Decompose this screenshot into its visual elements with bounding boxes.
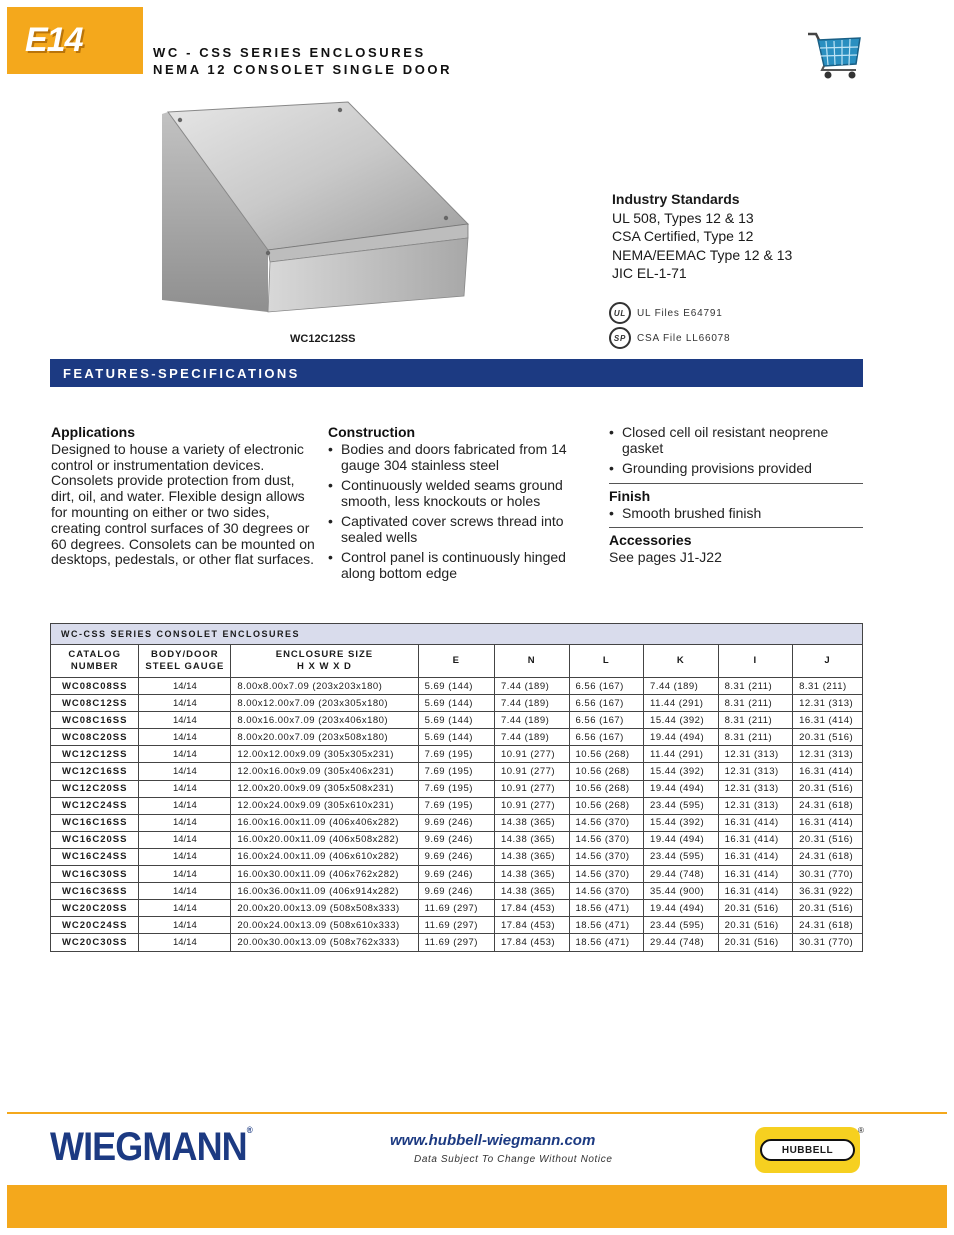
table-cell: 20.00x30.00x13.09 (508x762x333) — [231, 934, 418, 951]
table-cell: 20.31 (516) — [793, 900, 863, 917]
table-cell: 7.69 (195) — [418, 797, 494, 814]
table-cell: 14/14 — [139, 814, 231, 831]
column-header: N — [494, 645, 569, 678]
table-cell: WC16C36SS — [51, 883, 139, 900]
wiegmann-logo: WIEGMANN® — [50, 1125, 252, 1169]
features-banner — [50, 359, 863, 387]
table-cell: 16.00x36.00x11.09 (406x914x282) — [231, 883, 418, 900]
table-cell: 12.31 (313) — [793, 746, 863, 763]
table-cell: WC12C24SS — [51, 797, 139, 814]
table-row — [51, 900, 863, 917]
table-row — [51, 814, 863, 831]
photo-caption: WC12C12SS — [290, 333, 356, 345]
standard-line: JIC EL-1-71 — [612, 265, 687, 282]
table-cell: 6.56 (167) — [569, 712, 644, 729]
table-cell: 9.69 (246) — [418, 866, 494, 883]
table-cell: 12.31 (313) — [718, 763, 793, 780]
table-cell: 14.56 (370) — [569, 848, 644, 865]
ul-certification — [609, 302, 723, 324]
column-header: K — [644, 645, 719, 678]
table-cell: WC08C12SS — [51, 695, 139, 712]
table-cell: 15.44 (392) — [644, 763, 719, 780]
table-cell: 23.44 (595) — [644, 848, 719, 865]
table-cell: 8.31 (211) — [718, 695, 793, 712]
ul-logo-icon: UL — [609, 302, 631, 324]
table-cell: 10.56 (268) — [569, 780, 644, 797]
table-cell: 14/14 — [139, 780, 231, 797]
table-cell: WC20C24SS — [51, 917, 139, 934]
table-cell: 7.44 (189) — [494, 729, 569, 746]
hubbell-logo-text: HUBBELL — [760, 1139, 855, 1161]
table-cell: 14/14 — [139, 831, 231, 848]
column-header: ENCLOSURE SIZE H X W X D — [231, 645, 418, 678]
finish-heading: Finish — [609, 487, 651, 504]
table-cell: 10.56 (268) — [569, 746, 644, 763]
table-cell: WC12C20SS — [51, 780, 139, 797]
table-cell: 16.31 (414) — [718, 883, 793, 900]
table-cell: 17.84 (453) — [494, 900, 569, 917]
shopping-cart-icon[interactable] — [806, 30, 862, 80]
table-cell: 8.31 (211) — [718, 678, 793, 695]
table-cell: 17.84 (453) — [494, 934, 569, 951]
column-header: CATALOG NUMBER — [51, 645, 139, 678]
table-cell: 18.56 (471) — [569, 900, 644, 917]
table-row — [51, 866, 863, 883]
table-cell: 5.69 (144) — [418, 695, 494, 712]
table-cell: 5.69 (144) — [418, 712, 494, 729]
table-cell: 20.00x24.00x13.09 (508x610x333) — [231, 917, 418, 934]
table-cell: 14/14 — [139, 746, 231, 763]
table-cell: 30.31 (770) — [793, 866, 863, 883]
list-item: • Control panel is continuously hinged along bottom edge — [328, 550, 593, 582]
table-cell: 14/14 — [139, 883, 231, 900]
list-item: • Smooth brushed finish — [609, 506, 863, 522]
table-cell: 14.38 (365) — [494, 866, 569, 883]
divider — [609, 527, 863, 528]
spec-table — [50, 623, 863, 952]
ul-file-number: UL Files E64791 — [637, 307, 723, 319]
table-cell: 24.31 (618) — [793, 917, 863, 934]
table-cell: WC12C16SS — [51, 763, 139, 780]
table-cell: 8.00x8.00x7.09 (203x203x180) — [231, 678, 418, 695]
table-cell: 14.56 (370) — [569, 866, 644, 883]
applications-section — [51, 425, 316, 568]
table-cell: 8.00x20.00x7.09 (203x508x180) — [231, 729, 418, 746]
standard-line: CSA Certified, Type 12 — [612, 228, 754, 245]
table-cell: 12.31 (313) — [793, 695, 863, 712]
page-tab-label: E14 — [25, 21, 83, 59]
table-cell: 14/14 — [139, 900, 231, 917]
table-cell: 30.31 (770) — [793, 934, 863, 951]
table-cell: 16.31 (414) — [718, 814, 793, 831]
registered-mark: ® — [858, 1126, 864, 1135]
table-cell: 12.31 (313) — [718, 797, 793, 814]
table-cell: 8.31 (211) — [793, 678, 863, 695]
table-cell: 6.56 (167) — [569, 729, 644, 746]
csa-certification — [609, 327, 730, 349]
table-row — [51, 729, 863, 746]
table-cell: WC16C24SS — [51, 848, 139, 865]
list-item: • Closed cell oil resistant neoprene gasket — [609, 425, 863, 457]
footer-bar — [7, 1185, 947, 1228]
table-cell: 29.44 (748) — [644, 934, 719, 951]
page-title-line1: WC - CSS SERIES ENCLOSURES — [153, 45, 426, 60]
construction-section — [328, 425, 593, 586]
table-cell: 7.44 (189) — [494, 712, 569, 729]
construction-heading: Construction — [328, 424, 416, 440]
table-row — [51, 780, 863, 797]
table-cell: 14.56 (370) — [569, 831, 644, 848]
enclosure-photo — [158, 100, 478, 322]
table-cell: 20.31 (516) — [718, 917, 793, 934]
page-tab — [7, 7, 143, 74]
table-row — [51, 763, 863, 780]
table-cell: 16.31 (414) — [718, 831, 793, 848]
table-cell: 14.38 (365) — [494, 883, 569, 900]
column-header: BODY/DOOR STEEL GAUGE — [139, 645, 231, 678]
standards-heading: Industry Standards — [612, 191, 740, 207]
accessories-heading: Accessories — [609, 532, 692, 549]
table-cell: WC16C16SS — [51, 814, 139, 831]
table-cell: 14.38 (365) — [494, 848, 569, 865]
table-cell: 17.84 (453) — [494, 917, 569, 934]
table-cell: 5.69 (144) — [418, 729, 494, 746]
notice-text: Data Subject To Change Without Notice — [414, 1154, 613, 1165]
table-row — [51, 746, 863, 763]
table-cell: 14.38 (365) — [494, 831, 569, 848]
table-cell: 7.69 (195) — [418, 746, 494, 763]
list-item: • Bodies and doors fabricated from 14 gauge 304 stainless steel — [328, 442, 593, 474]
list-item: • Grounding provisions provided — [609, 461, 863, 477]
table-cell: 7.44 (189) — [494, 695, 569, 712]
table-cell: 14.56 (370) — [569, 814, 644, 831]
table-cell: 8.00x12.00x7.09 (203x305x180) — [231, 695, 418, 712]
table-cell: 14/14 — [139, 695, 231, 712]
table-cell: 19.44 (494) — [644, 780, 719, 797]
page-title-line2: NEMA 12 CONSOLET SINGLE DOOR — [153, 62, 453, 77]
features-banner-label: FEATURES-SPECIFICATIONS — [63, 366, 300, 381]
table-cell: 14/14 — [139, 917, 231, 934]
table-cell: 14/14 — [139, 712, 231, 729]
table-cell: 36.31 (922) — [793, 883, 863, 900]
finish-accessories-section — [609, 425, 863, 566]
table-cell: WC16C30SS — [51, 866, 139, 883]
table-cell: 11.69 (297) — [418, 934, 494, 951]
table-row — [51, 797, 863, 814]
wiegmann-logo-text: WIEGMANN — [50, 1125, 247, 1169]
table-row — [51, 917, 863, 934]
table-cell: 16.31 (414) — [793, 712, 863, 729]
table-row — [51, 848, 863, 865]
table-cell: 16.31 (414) — [793, 814, 863, 831]
table-cell: 9.69 (246) — [418, 831, 494, 848]
table-cell: 10.56 (268) — [569, 763, 644, 780]
table-cell: 19.44 (494) — [644, 729, 719, 746]
table-cell: 12.00x16.00x9.09 (305x406x231) — [231, 763, 418, 780]
table-cell: WC16C20SS — [51, 831, 139, 848]
table-cell: 23.44 (595) — [644, 797, 719, 814]
table-cell: WC08C20SS — [51, 729, 139, 746]
table-cell: 10.91 (277) — [494, 780, 569, 797]
table-row — [51, 883, 863, 900]
table-cell: 8.31 (211) — [718, 729, 793, 746]
table-body — [51, 678, 863, 952]
divider — [609, 483, 863, 484]
column-header: I — [718, 645, 793, 678]
table-header-row — [51, 645, 863, 678]
applications-text: Designed to house a variety of electronic control or instrumentation devices. Consolets provide protection from dust, dirt, oil, and water. Flexible design allows for mounting on either or two sides, creating control surfaces of 30 degrees or 60 degrees. Consolets can be mounted on desktops, pedestals, or other flat surfaces. — [51, 440, 315, 568]
table-cell: 11.69 (297) — [418, 917, 494, 934]
table-cell: 19.44 (494) — [644, 900, 719, 917]
table-cell: 9.69 (246) — [418, 848, 494, 865]
table-row — [51, 695, 863, 712]
applications-heading: Applications — [51, 424, 136, 440]
table-cell: 12.31 (313) — [718, 746, 793, 763]
website-link[interactable]: www.hubbell-wiegmann.com — [390, 1132, 596, 1149]
table-cell: 16.00x16.00x11.09 (406x406x282) — [231, 814, 418, 831]
table-cell: 16.31 (414) — [718, 848, 793, 865]
table-cell: 15.44 (392) — [644, 712, 719, 729]
column-header: L — [569, 645, 644, 678]
table-cell: 16.31 (414) — [718, 866, 793, 883]
table-cell: 14/14 — [139, 848, 231, 865]
table-cell: WC12C12SS — [51, 746, 139, 763]
table-cell: 7.69 (195) — [418, 780, 494, 797]
table-cell: 18.56 (471) — [569, 934, 644, 951]
table-cell: 20.31 (516) — [793, 780, 863, 797]
table-cell: 8.00x16.00x7.09 (203x406x180) — [231, 712, 418, 729]
table-cell: 7.44 (189) — [494, 678, 569, 695]
table-cell: 14/14 — [139, 866, 231, 883]
table-caption: WC-CSS SERIES CONSOLET ENCLOSURES — [51, 624, 863, 645]
table-cell: 16.00x30.00x11.09 (406x762x282) — [231, 866, 418, 883]
table-cell: WC08C16SS — [51, 712, 139, 729]
table-cell: 24.31 (618) — [793, 848, 863, 865]
table-cell: 20.31 (516) — [718, 900, 793, 917]
table-cell: 14.38 (365) — [494, 814, 569, 831]
table-cell: WC20C30SS — [51, 934, 139, 951]
table-cell: 9.69 (246) — [418, 814, 494, 831]
table-cell: 20.00x20.00x13.09 (508x508x333) — [231, 900, 418, 917]
table-cell: 7.44 (189) — [644, 678, 719, 695]
table-cell: 14/14 — [139, 934, 231, 951]
table-cell: 23.44 (595) — [644, 917, 719, 934]
table-row — [51, 712, 863, 729]
column-header: J — [793, 645, 863, 678]
table-cell: 14/14 — [139, 763, 231, 780]
hubbell-logo — [755, 1127, 860, 1173]
table-cell: 6.56 (167) — [569, 678, 644, 695]
table-cell: 8.31 (211) — [718, 712, 793, 729]
table-cell: 16.31 (414) — [793, 763, 863, 780]
table-cell: WC08C08SS — [51, 678, 139, 695]
table-cell: 14/14 — [139, 729, 231, 746]
list-item: • Captivated cover screws thread into sealed wells — [328, 514, 593, 546]
table-cell: WC20C20SS — [51, 900, 139, 917]
csa-logo-icon: SP — [609, 327, 631, 349]
table-cell: 29.44 (748) — [644, 866, 719, 883]
table-cell: 16.00x20.00x11.09 (406x508x282) — [231, 831, 418, 848]
table-cell: 5.69 (144) — [418, 678, 494, 695]
table-row — [51, 678, 863, 695]
table-cell: 18.56 (471) — [569, 917, 644, 934]
table-cell: 14/14 — [139, 678, 231, 695]
table-cell: 20.31 (516) — [793, 729, 863, 746]
table-cell: 15.44 (392) — [644, 814, 719, 831]
table-cell: 9.69 (246) — [418, 883, 494, 900]
table-cell: 12.00x12.00x9.09 (305x305x231) — [231, 746, 418, 763]
table-cell: 11.44 (291) — [644, 695, 719, 712]
table-cell: 12.00x20.00x9.09 (305x508x231) — [231, 780, 418, 797]
standard-line: NEMA/EEMAC Type 12 & 13 — [612, 246, 793, 263]
footer-divider — [7, 1112, 947, 1114]
page-title — [153, 44, 452, 78]
table-cell: 20.31 (516) — [793, 831, 863, 848]
table-cell: 14/14 — [139, 797, 231, 814]
table-cell: 10.91 (277) — [494, 763, 569, 780]
table-cell: 10.91 (277) — [494, 797, 569, 814]
table-cell: 11.44 (291) — [644, 746, 719, 763]
table-row — [51, 934, 863, 951]
table-cell: 6.56 (167) — [569, 695, 644, 712]
list-item: • Continuously welded seams ground smooth, less knockouts or holes — [328, 478, 593, 510]
accessories-text: See pages J1-J22 — [609, 549, 722, 566]
table-cell: 20.31 (516) — [718, 934, 793, 951]
table-cell: 14.56 (370) — [569, 883, 644, 900]
table-cell: 10.56 (268) — [569, 797, 644, 814]
table-cell: 24.31 (618) — [793, 797, 863, 814]
table-cell: 7.69 (195) — [418, 763, 494, 780]
table-cell: 10.91 (277) — [494, 746, 569, 763]
table-cell: 11.69 (297) — [418, 900, 494, 917]
column-header: E — [418, 645, 494, 678]
csa-file-number: CSA File LL66078 — [637, 332, 731, 344]
table-row — [51, 831, 863, 848]
table-cell: 12.31 (313) — [718, 780, 793, 797]
table-cell: 19.44 (494) — [644, 831, 719, 848]
table-cell: 12.00x24.00x9.09 (305x610x231) — [231, 797, 418, 814]
standard-line: UL 508, Types 12 & 13 — [612, 209, 754, 226]
table-cell: 35.44 (900) — [644, 883, 719, 900]
table-cell: 16.00x24.00x11.09 (406x610x282) — [231, 848, 418, 865]
industry-standards — [612, 190, 792, 283]
